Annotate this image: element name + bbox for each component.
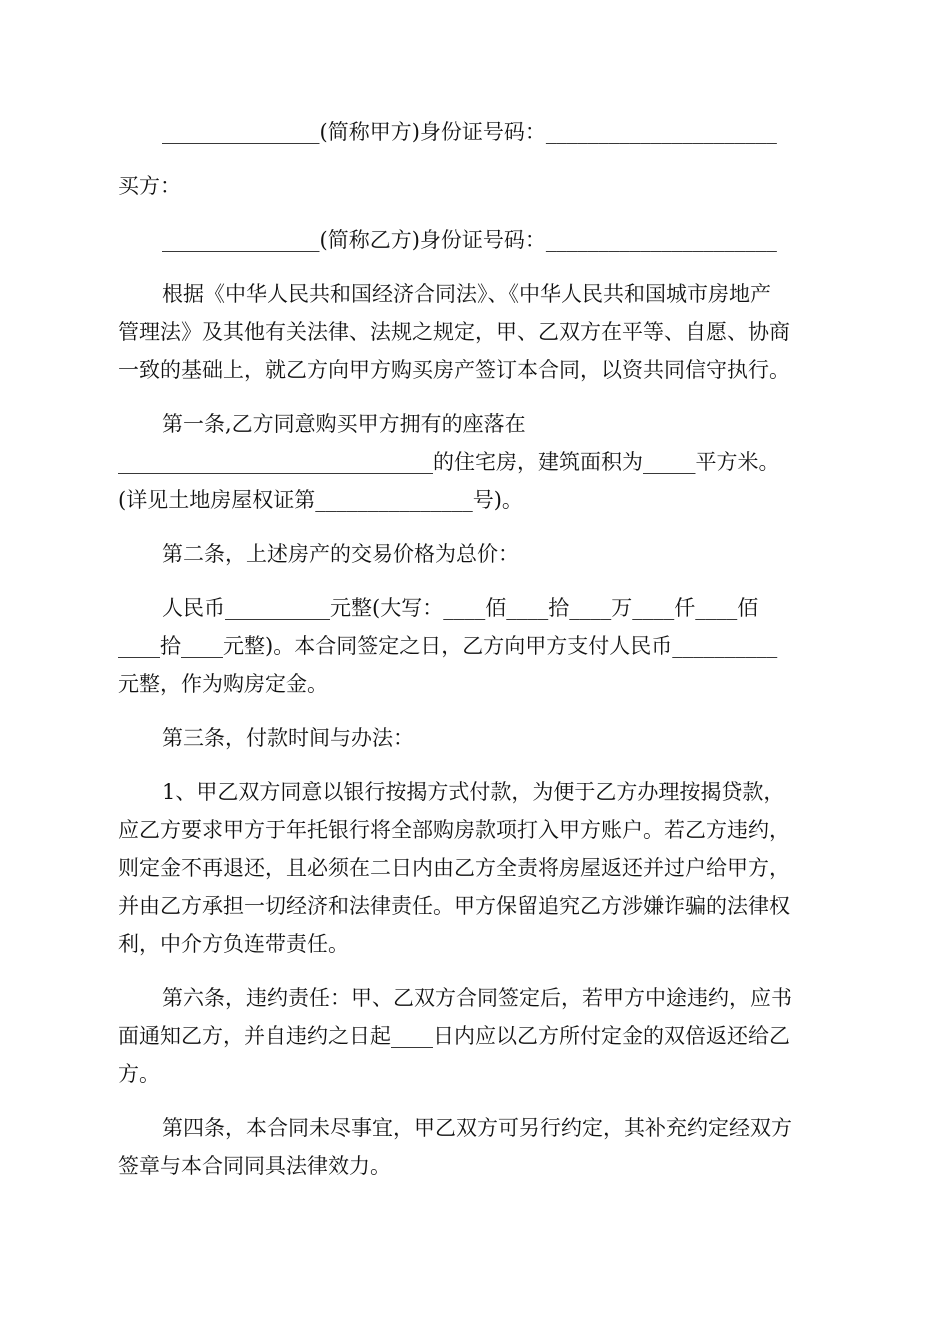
- payment-line-4: 并由乙方承担一切经济和法律责任。甲方保留追究乙方涉嫌诈骗的法律权: [118, 894, 790, 918]
- party-b-id-line: _______________(简称乙方)身份证号码：______________________: [162, 228, 777, 252]
- article-1-line-3: (详见土地房屋权证第_______________号)。: [118, 488, 523, 512]
- party-a-id-line: _______________(简称甲方)身份证号码：______________________: [162, 120, 777, 144]
- price-line-2: ____拾____元整)。本合同签定之日，乙方向甲方支付人民币__________: [118, 634, 778, 658]
- price-line-3: 元整，作为购房定金。: [118, 672, 328, 696]
- payment-line-2: 应乙方要求甲方于年托银行将全部购房款项打入甲方账户。若乙方违约，: [118, 818, 790, 842]
- article-6-line-1: 第六条，违约责任：甲、乙双方合同签定后，若甲方中途违约，应书: [162, 986, 792, 1010]
- preamble-line-1: 根据《中华人民共和国经济合同法》、《中华人民共和国城市房地产: [162, 282, 771, 306]
- article-4-line-1: 第四条，本合同未尽事宜，甲乙双方可另行约定，其补充约定经双方: [162, 1116, 792, 1140]
- article-2-heading: 第二条，上述房产的交易价格为总价：: [162, 542, 519, 566]
- article-6-line-2: 面通知乙方，并自违约之日起____日内应以乙方所付定金的双倍返还给乙: [118, 1024, 790, 1048]
- payment-line-5: 利，中介方负连带责任。: [118, 932, 349, 956]
- article-1-line-2: ______________________________的住宅房，建筑面积为_____平方米。: [118, 450, 780, 474]
- article-3-heading: 第三条，付款时间与办法：: [162, 726, 414, 750]
- preamble-line-2: 管理法》及其他有关法律、法规之规定，甲、乙双方在平等、自愿、协商: [118, 320, 790, 344]
- payment-line-1: 1、甲乙双方同意以银行按揭方式付款，为便于乙方办理按揭贷款，: [162, 780, 785, 804]
- payment-line-3: 则定金不再退还，且必须在二日内由乙方全责将房屋返还并过户给甲方，: [118, 856, 790, 880]
- article-1-line-1: 第一条,乙方同意购买甲方拥有的座落在: [162, 412, 526, 436]
- preamble-line-3: 一致的基础上，就乙方向甲方购买房产签订本合同，以资共同信守执行。: [118, 358, 790, 382]
- price-line-1: 人民币__________元整(大写：____佰____拾____万____仟____佰: [162, 596, 759, 620]
- buyer-label: 买方：: [118, 174, 181, 198]
- article-4-line-2: 签章与本合同同具法律效力。: [118, 1154, 391, 1178]
- article-6-line-3: 方。: [118, 1062, 160, 1086]
